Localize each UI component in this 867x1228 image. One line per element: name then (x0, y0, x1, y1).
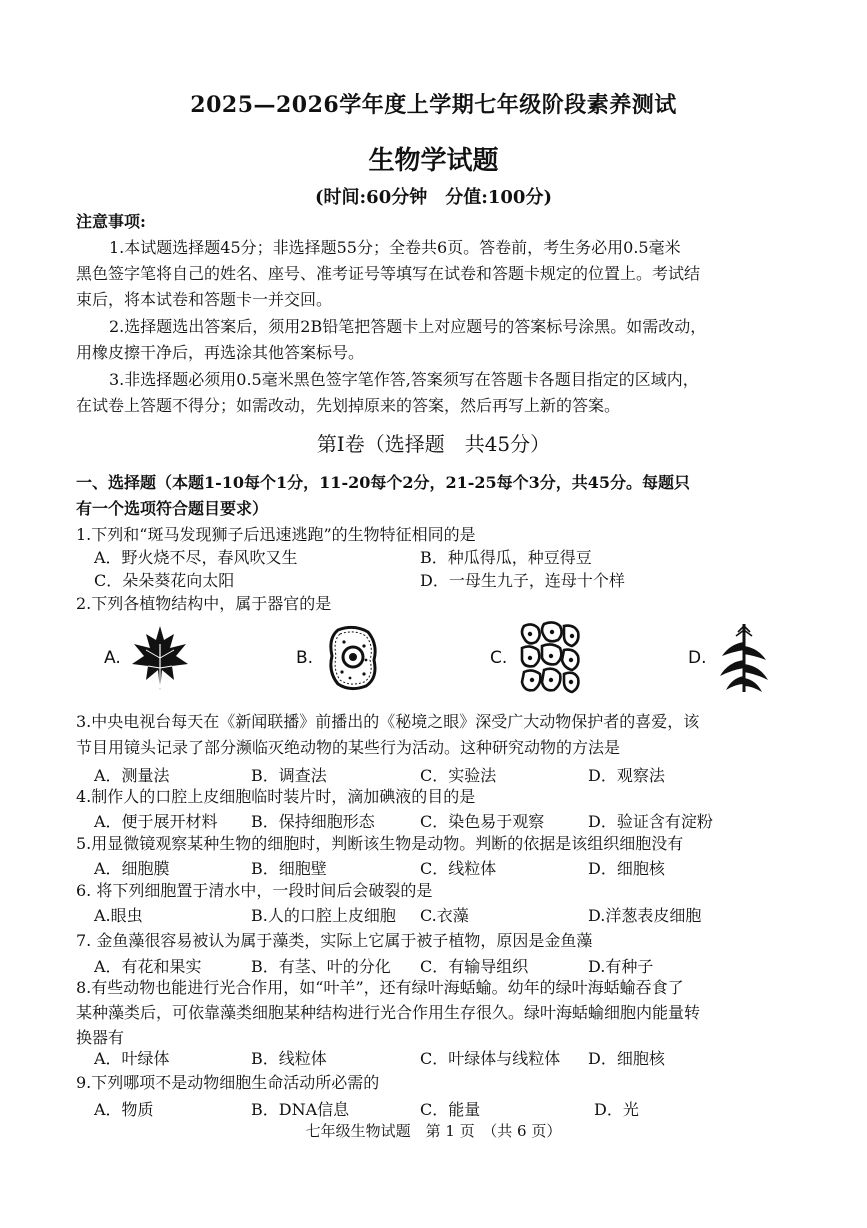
question-stem: 3.中央电视台每天在《新闻联播》前播出的《秘境之眼》深受广大动物保护者的喜爱，该 (76, 712, 700, 731)
corn-plant-icon (714, 622, 774, 694)
option-d: D．细胞核 (588, 859, 665, 878)
option-b: B.人的口腔上皮细胞 (251, 906, 396, 925)
option-c: C．线粒体 (420, 859, 497, 878)
option-b: B．DNA信息 (251, 1100, 350, 1119)
option-b: B．保持细胞形态 (251, 812, 375, 831)
exam-title: 2025—2026学年度上学期七年级阶段素养测试 (190, 92, 677, 118)
notice-line: 在试卷上答题不得分；如需改动，先划掉原来的答案，然后再写上新的答案。 (76, 396, 621, 415)
option-d: D．一母生九子，连母十个样 (420, 571, 625, 590)
notice-line: 用橡皮擦干净后，再选涂其他答案标号。 (76, 343, 365, 362)
option-a: A．测量法 (94, 766, 170, 785)
question-stem: 6. 将下列细胞置于清水中，一段时间后会破裂的是 (76, 881, 433, 900)
time-score: (时间:60分钟 分值:100分) (315, 187, 552, 208)
question-stem: 8.有些动物也能进行光合作用，如“叶羊”，还有绿叶海蛞蝓。幼年的绿叶海蛞蝓吞食了 (76, 978, 684, 997)
option-c: C．叶绿体与线粒体 (420, 1049, 561, 1068)
notice-heading: 注意事项: (76, 212, 146, 231)
question-stem: 某种藻类后，可依靠藻类细胞某种结构进行光合作用生存很久。绿叶海蛞蝓细胞内能量转 (76, 1003, 701, 1022)
question-stem: 7. 金鱼藻很容易被认为属于藻类，实际上它属于被子植物，原因是金鱼藻 (76, 931, 593, 950)
option-a: A．细胞膜 (94, 859, 170, 878)
notice-line: 束后，将本试卷和答题卡一并交回。 (76, 290, 333, 309)
option-a: A．便于展开材料 (94, 812, 218, 831)
question-stem: 换器有 (76, 1028, 125, 1047)
option-c: C．能量 (420, 1100, 481, 1119)
notice-line: 2.选择题选出答案后，须用2B铅笔把答题卡上对应题号的答案标号涂黑。如需改动， (109, 317, 707, 336)
option-c: C．染色易于观察 (420, 812, 545, 831)
question-stem: 4.制作人的口腔上皮细胞临时装片时，滴加碘液的目的是 (76, 787, 476, 806)
option-d: D．验证含有淀粉 (588, 812, 713, 831)
figure-label-b: B. (296, 648, 314, 668)
section-title: 第Ⅰ卷（选择题 共45分） (316, 432, 551, 456)
option-c: C．朵朵葵花向太阳 (94, 571, 235, 590)
figure-label-d: D. (688, 648, 707, 668)
question-stem: 节目用镜头记录了部分濒临灭绝动物的某些行为活动。这种研究动物的方法是 (76, 738, 621, 757)
option-b: B．细胞壁 (251, 859, 327, 878)
option-a: A．物质 (94, 1100, 154, 1119)
option-c: C．有输导组织 (420, 957, 529, 976)
option-c: C．实验法 (420, 766, 497, 785)
question-stem: 5.用显微镜观察某种生物的细胞时，判断该生物是动物。判断的依据是该组织细胞没有 (76, 834, 684, 853)
notice-line: 3.非选择题必须用0.5毫米黑色签字笔作答,答案须写在答题卡各题目指定的区域内， (109, 370, 699, 389)
tissue-cells-icon (518, 620, 582, 696)
question-stem: 2.下列各植物结构中，属于器官的是 (76, 594, 332, 613)
option-a: A．有花和果实 (94, 957, 202, 976)
option-b: B．有茎、叶的分化 (251, 957, 391, 976)
option-d: D．观察法 (588, 766, 665, 785)
figure-label-a: A. (104, 648, 121, 668)
option-c: C.衣藻 (420, 906, 469, 925)
option-a: A.眼虫 (94, 906, 143, 925)
question-stem: 1.下列和“斑马发现狮子后迅速逃跑”的生物特征相同的是 (76, 525, 476, 544)
option-a: A．叶绿体 (94, 1049, 170, 1068)
option-d: D．光 (594, 1100, 639, 1119)
figure-label-c: C. (490, 648, 508, 668)
maple-leaf-icon (130, 624, 190, 692)
section-instructions: 一、选择题（本题1-10每个1分，11-20每个2分，21-25每个3分，共45分。每题只 (76, 473, 691, 492)
page-footer: 七年级生物试题 第 1 页 （共 6 页） (305, 1122, 562, 1140)
notice-line: 1.本试题选择题45分；非选择题55分；全卷共6页。答卷前，考生务必用0.5毫米 (109, 238, 681, 257)
option-d: D.有种子 (588, 957, 654, 976)
option-a: A．野火烧不尽，春风吹又生 (94, 548, 298, 567)
notice-line: 黑色签字笔将自己的姓名、座号、准考证号等填写在试卷和答题卡规定的位置上。考试结 (76, 264, 701, 283)
option-b: B．调查法 (251, 766, 327, 785)
section-instructions: 有一个选项符合题目要求） (76, 499, 269, 518)
option-d: D．细胞核 (588, 1049, 665, 1068)
option-b: B．种瓜得瓜，种豆得豆 (420, 548, 592, 567)
animal-cell-icon (326, 624, 380, 692)
option-b: B．线粒体 (251, 1049, 327, 1068)
option-d: D.洋葱表皮细胞 (588, 906, 702, 925)
subject-title: 生物学试题 (368, 146, 499, 176)
question-stem: 9.下列哪项不是动物细胞生命活动所必需的 (76, 1073, 380, 1092)
